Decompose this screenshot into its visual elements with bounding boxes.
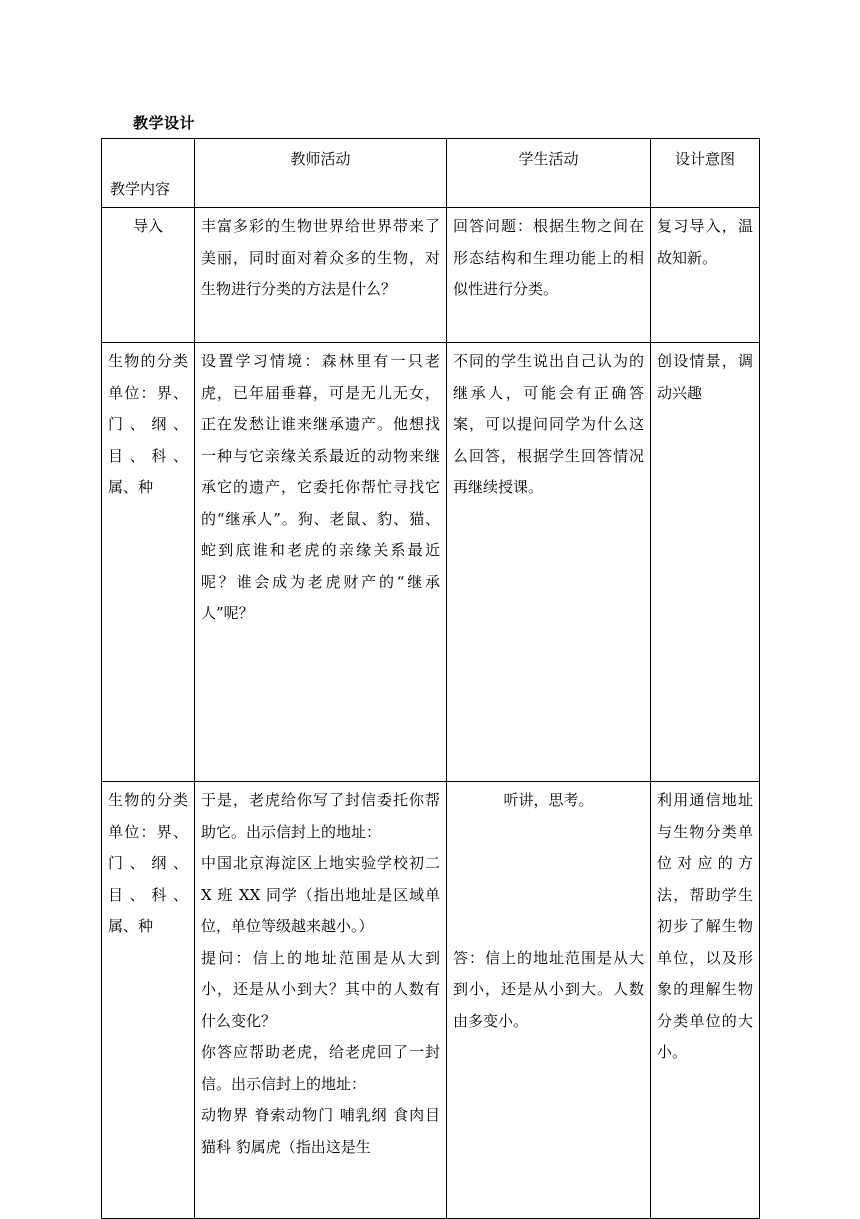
- student-answer-text: 答：信上的地址范围是从大到小，还是从小到大。人数由多变小。: [453, 948, 644, 1030]
- header-content: [102, 139, 195, 208]
- teacher-paragraph: 动物界 脊索动物门 哺乳纲 食肉目猫科 豹属虎（指出这是生: [201, 1106, 440, 1156]
- cell-teacher: 丰富多彩的生物世界给世界带来了美丽，同时面对着众多的生物，对生物进行分类的方法是什么？: [195, 208, 447, 343]
- teacher-paragraph: 于是，老虎给你写了封信委托你帮助它。出示信封上的地址：: [201, 791, 440, 841]
- student-listen-text: 听讲，思考。: [503, 791, 594, 809]
- student-spacer: [453, 817, 644, 943]
- cell-student: 不同的学生说出自己认为的继承人，可能会有正确答案，可以提问同学为什么这么回答，根据学生回答情况再继续授课。: [447, 343, 651, 782]
- cell-student: [447, 782, 651, 1219]
- teacher-paragraph: 中国北京海淀区上地实验学校初二 X 班 XX 同学（指出地址是区域单位，单位等级越来越小。）: [201, 854, 440, 935]
- cell-intent: 复习导入，温故知新。: [651, 208, 760, 343]
- cell-teacher: 设置学习情境：森林里有一只老虎，已年届垂暮，可是无儿无女，正在发愁让谁来继承遗产。他想找一种与它亲缘关系最近的动物来继承它的遗产，它委托你帮忙寻找它的“继承人”。狗、老鼠、豹、猫、蛇到底谁和老虎的亲缘关系最近呢？谁会成为老虎财产的“继承人”呢？: [195, 343, 447, 782]
- cell-student: 回答问题：根据生物之间在形态结构和生理功能上的相似性进行分类。: [447, 208, 651, 343]
- header-content-label: 教学内容: [110, 179, 171, 198]
- table-header-row: [102, 139, 760, 208]
- table-row: [102, 208, 760, 343]
- cell-intent: 创设情景，调动兴趣: [651, 343, 760, 782]
- cell-content: 生物的分类单位：界、门、纲、目、科、属、种: [102, 782, 195, 1219]
- document-title: 教学设计: [133, 114, 196, 132]
- lesson-design-table: [101, 138, 760, 1219]
- header-teacher-label: 教师活动: [290, 150, 351, 168]
- header-student: [447, 139, 651, 208]
- cell-intent: 利用通信地址与生物分类单位对应的方法，帮助学生初步了解生物单位，以及形象的理解生物分类单位的大小。: [651, 782, 760, 1219]
- header-intent: [651, 139, 760, 208]
- header-intent-label: 设计意图: [674, 150, 735, 168]
- teacher-paragraph: 提问：信上的地址范围是从大到小，还是从小到大？其中的人数有什么变化？: [201, 948, 440, 1030]
- cell-content: 导入: [102, 208, 195, 343]
- header-teacher: [195, 139, 447, 208]
- cell-teacher: [195, 782, 447, 1219]
- header-student-label: 学生活动: [518, 150, 579, 168]
- cell-content: 生物的分类单位：界、门、纲、目、科、属、种: [102, 343, 195, 782]
- teacher-paragraph: 你答应帮助老虎，给老虎回了一封信。出示信封上的地址：: [201, 1043, 440, 1093]
- table-row: [102, 343, 760, 782]
- table-row: [102, 782, 760, 1219]
